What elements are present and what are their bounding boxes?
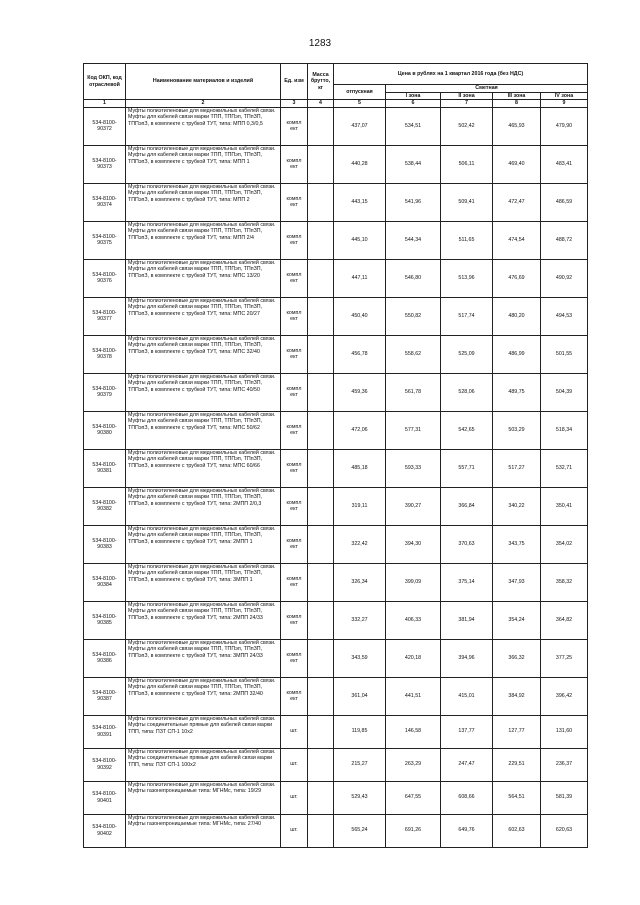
table-row: [84, 487, 588, 525]
price-zone4: 377,25: [541, 639, 588, 677]
price-zone3: 343,75: [493, 525, 541, 563]
price-zone3: 476,69: [493, 259, 541, 297]
price-zone4: 479,90: [541, 107, 588, 145]
price-release: 472,06: [334, 411, 386, 449]
unit: компл ект: [281, 601, 308, 639]
price-zone3: 480,20: [493, 297, 541, 335]
price-zone3: 503,29: [493, 411, 541, 449]
table-row: [84, 145, 588, 183]
price-release: 326,34: [334, 563, 386, 601]
price-zone4: 494,53: [541, 297, 588, 335]
price-zone2: 525,09: [441, 335, 493, 373]
product-code: 534-8100-90382: [84, 487, 126, 525]
price-zone4: 532,71: [541, 449, 588, 487]
mass: [308, 715, 334, 748]
price-release: 485,18: [334, 449, 386, 487]
price-zone1: 420,18: [386, 639, 441, 677]
unit: компл ект: [281, 677, 308, 715]
price-zone1: 399,09: [386, 563, 441, 601]
price-zone1: 561,78: [386, 373, 441, 411]
product-code: 534-8100-90376: [84, 259, 126, 297]
mass: [308, 639, 334, 677]
price-zone1: 534,51: [386, 107, 441, 145]
price-zone2: 509,41: [441, 183, 493, 221]
table-row: [84, 335, 588, 373]
price-zone1: 647,55: [386, 781, 441, 814]
price-zone3: 474,54: [493, 221, 541, 259]
product-code: 534-8100-90392: [84, 748, 126, 781]
price-release: 456,78: [334, 335, 386, 373]
mass: [308, 335, 334, 373]
product-code: 534-8100-90391: [84, 715, 126, 748]
price-zone3: 489,75: [493, 373, 541, 411]
product-name: Муфты полиэтиленовые для медножильных кабелей связи. Муфты для кабелей связи марки ТПП, ТППэп, ТПпЗП, ТППэпЗ, в комплекте с трубкой ТУТ, типа: МПП 2: [126, 183, 281, 221]
price-zone4: 581,39: [541, 781, 588, 814]
table-row: [84, 525, 588, 563]
unit: компл ект: [281, 183, 308, 221]
header-code: Код ОКП, код отраслевой: [84, 64, 126, 100]
price-zone2: 557,71: [441, 449, 493, 487]
table-row: [84, 563, 588, 601]
price-zone2: 394,96: [441, 639, 493, 677]
price-zone1: 146,58: [386, 715, 441, 748]
price-zone2: 542,65: [441, 411, 493, 449]
price-zone2: 513,96: [441, 259, 493, 297]
price-zone2: 381,94: [441, 601, 493, 639]
table-row: [84, 781, 588, 814]
mass: [308, 814, 334, 847]
product-code: 534-8100-90386: [84, 639, 126, 677]
column-number-row: [84, 100, 588, 108]
price-zone2: 366,84: [441, 487, 493, 525]
product-name: Муфты полиэтиленовые для медножильных кабелей связи. Муфты для кабелей связи марки ТПП, ТППэп, ТПпЗП, ТППэпЗ, в комплекте с трубкой ТУТ, типа: 2МПП 32/40: [126, 677, 281, 715]
price-zone2: 375,14: [441, 563, 493, 601]
price-zone2: 649,76: [441, 814, 493, 847]
price-zone4: 236,37: [541, 748, 588, 781]
table-row: [84, 411, 588, 449]
mass: [308, 563, 334, 601]
price-zone3: 340,22: [493, 487, 541, 525]
price-zone4: 486,59: [541, 183, 588, 221]
price-zone1: 390,27: [386, 487, 441, 525]
column-number: 7: [441, 100, 493, 108]
header-unit: Ед. изм: [281, 64, 308, 100]
price-release: 332,27: [334, 601, 386, 639]
unit: компл ект: [281, 411, 308, 449]
unit: шт.: [281, 814, 308, 847]
page-number: 1283: [308, 38, 332, 49]
product-name: Муфты полиэтиленовые для медножильных кабелей связи. Муфты для кабелей связи марки ТПП, ТППэп, ТПпЗП, ТППэпЗ, в комплекте с трубкой ТУТ, типа: 2МПП 1: [126, 525, 281, 563]
product-name: Муфты полиэтиленовые для медножильных кабелей связи. Муфты для кабелей связи марки ТПП, ТППэп, ТПпЗП, ТППэпЗ, в комплекте с трубкой ТУТ, типа: МПС 50/62: [126, 411, 281, 449]
price-zone2: 511,65: [441, 221, 493, 259]
price-zone4: 483,41: [541, 145, 588, 183]
mass: [308, 145, 334, 183]
price-zone1: 538,44: [386, 145, 441, 183]
price-zone1: 691,26: [386, 814, 441, 847]
price-zone4: 131,60: [541, 715, 588, 748]
price-zone1: 593,33: [386, 449, 441, 487]
price-release: 319,11: [334, 487, 386, 525]
product-code: 534-8100-90380: [84, 411, 126, 449]
table-row: [84, 297, 588, 335]
table-row: [84, 601, 588, 639]
table-row: [84, 814, 588, 847]
price-zone1: 546,80: [386, 259, 441, 297]
price-zone3: 602,63: [493, 814, 541, 847]
column-number: 3: [281, 100, 308, 108]
price-zone3: 347,93: [493, 563, 541, 601]
product-name: Муфты полиэтиленовые для медножильных кабелей связи. Муфты соединительные прямые для кабелей связи марки ТПП, типа: ПЗТ СП-1 10х2: [126, 715, 281, 748]
product-name: Муфты полиэтиленовые для медножильных кабелей связи. Муфты для кабелей связи марки ТПП, ТППэп, ТПпЗП, ТППэпЗ, в комплекте с трубкой ТУТ, типа: 2МПП 2/0,3: [126, 487, 281, 525]
price-zone1: 263,29: [386, 748, 441, 781]
price-zone3: 465,93: [493, 107, 541, 145]
price-release: 437,07: [334, 107, 386, 145]
product-code: 534-8100-90381: [84, 449, 126, 487]
price-release: 447,11: [334, 259, 386, 297]
table-row: [84, 221, 588, 259]
mass: [308, 525, 334, 563]
price-zone4: 358,32: [541, 563, 588, 601]
mass: [308, 487, 334, 525]
product-code: 534-8100-90378: [84, 335, 126, 373]
unit: компл ект: [281, 145, 308, 183]
price-release: 459,36: [334, 373, 386, 411]
table-row: [84, 639, 588, 677]
unit: шт.: [281, 748, 308, 781]
product-name: Муфты полиэтиленовые для медножильных кабелей связи. Муфты для кабелей связи марки ТПП, ТППэп, ТПпЗП, ТППэпЗ, в комплекте с трубкой ТУТ, типа: 2МПП 24/33: [126, 601, 281, 639]
price-zone1: 558,62: [386, 335, 441, 373]
price-release: 445,10: [334, 221, 386, 259]
product-name: Муфты полиэтиленовые для медножильных кабелей связи. Муфты для кабелей связи марки ТПП, ТППэп, ТПпЗП, ТППэпЗ, в комплекте с трубкой ТУТ, типа: МПС 32/40: [126, 335, 281, 373]
unit: компл ект: [281, 297, 308, 335]
mass: [308, 221, 334, 259]
product-code: 534-8100-90372: [84, 107, 126, 145]
price-zone3: 517,27: [493, 449, 541, 487]
product-name: Муфты полиэтиленовые для медножильных кабелей связи. Муфты для кабелей связи марки ТПП, ТППэп, ТПпЗП, ТППэпЗ, в комплекте с трубкой ТУТ, типа: МПП 2/4: [126, 221, 281, 259]
header-release: отпускная: [334, 85, 386, 100]
table-body: [84, 107, 588, 847]
price-zone4: 504,39: [541, 373, 588, 411]
product-code: 534-8100-90401: [84, 781, 126, 814]
unit: компл ект: [281, 639, 308, 677]
unit: компл ект: [281, 525, 308, 563]
product-code: 534-8100-90375: [84, 221, 126, 259]
table-row: [84, 748, 588, 781]
product-code: 534-8100-90377: [84, 297, 126, 335]
price-zone2: 608,66: [441, 781, 493, 814]
mass: [308, 677, 334, 715]
price-zone1: 544,34: [386, 221, 441, 259]
table-row: [84, 259, 588, 297]
product-name: Муфты полиэтиленовые для медножильных кабелей связи. Муфты для кабелей связи марки ТПП, ТППэп, ТПпЗП, ТППэпЗ, в комплекте с трубкой ТУТ, типа: МПП 1: [126, 145, 281, 183]
mass: [308, 373, 334, 411]
unit: компл ект: [281, 259, 308, 297]
unit: шт.: [281, 715, 308, 748]
price-release: 361,04: [334, 677, 386, 715]
price-release: 343,59: [334, 639, 386, 677]
product-name: Муфты полиэтиленовые для медножильных кабелей связи. Муфты для кабелей связи марки ТПП, ТППэп, ТПпЗП, ТППэпЗ, в комплекте с трубкой ТУТ, типа: 3МПП 24/33: [126, 639, 281, 677]
header-mass: Масса брутто, кг: [308, 64, 334, 100]
price-zone4: 364,82: [541, 601, 588, 639]
column-number: 5: [334, 100, 386, 108]
header-zone2: II зона: [441, 92, 493, 100]
price-zone1: 541,96: [386, 183, 441, 221]
column-number: 2: [126, 100, 281, 108]
product-code: 534-8100-90373: [84, 145, 126, 183]
header-zone3: III зона: [493, 92, 541, 100]
header-name: Наименование материалов и изделий: [126, 64, 281, 100]
product-name: Муфты полиэтиленовые для медножильных кабелей связи. Муфты для кабелей связи марки ТПП, ТППэп, ТПпЗП, ТППэпЗ, в комплекте с трубкой ТУТ, типа: 3МПП 1: [126, 563, 281, 601]
price-release: 565,24: [334, 814, 386, 847]
table-row: [84, 449, 588, 487]
unit: шт.: [281, 781, 308, 814]
price-zone3: 486,99: [493, 335, 541, 373]
price-zone4: 620,63: [541, 814, 588, 847]
column-number: 4: [308, 100, 334, 108]
price-zone1: 441,51: [386, 677, 441, 715]
table-row: [84, 373, 588, 411]
product-name: Муфты полиэтиленовые для медножильных кабелей связи. Муфты соединительные прямые для кабелей связи марки ТПП, типа: ПЗТ СП-1 100х2: [126, 748, 281, 781]
price-zone4: 350,41: [541, 487, 588, 525]
price-release: 443,15: [334, 183, 386, 221]
price-zone4: 518,34: [541, 411, 588, 449]
price-zone3: 472,47: [493, 183, 541, 221]
table-row: [84, 715, 588, 748]
price-zone2: 415,01: [441, 677, 493, 715]
product-name: Муфты полиэтиленовые для медножильных кабелей связи. Муфты для кабелей связи марки ТПП, ТППэп, ТПпЗП, ТППэпЗ, в комплекте с трубкой ТУТ, типа: МПС 20/27: [126, 297, 281, 335]
price-zone2: 370,63: [441, 525, 493, 563]
unit: компл ект: [281, 563, 308, 601]
header-zone4: IV зона: [541, 92, 588, 100]
price-zone1: 550,82: [386, 297, 441, 335]
price-release: 119,85: [334, 715, 386, 748]
unit: компл ект: [281, 487, 308, 525]
column-number: 8: [493, 100, 541, 108]
price-zone1: 577,31: [386, 411, 441, 449]
price-zone4: 501,55: [541, 335, 588, 373]
unit: компл ект: [281, 221, 308, 259]
price-zone3: 469,40: [493, 145, 541, 183]
mass: [308, 411, 334, 449]
unit: компл ект: [281, 107, 308, 145]
product-name: Муфты полиэтиленовые для медножильных кабелей связи. Муфты для кабелей связи марки ТПП, ТППэп, ТПпЗП, ТППэпЗ, в комплекте с трубкой ТУТ, типа: МПП 0,3/0,5: [126, 107, 281, 145]
mass: [308, 107, 334, 145]
column-number: 9: [541, 100, 588, 108]
unit: компл ект: [281, 335, 308, 373]
price-release: 440,28: [334, 145, 386, 183]
price-zone2: 137,77: [441, 715, 493, 748]
price-zone4: 488,72: [541, 221, 588, 259]
product-name: Муфты полиэтиленовые для медножильных кабелей связи. Муфты газонепроницаемые типа: МГНМс, типа: 27/40: [126, 814, 281, 847]
product-code: 534-8100-90384: [84, 563, 126, 601]
price-release: 450,40: [334, 297, 386, 335]
column-number: 1: [84, 100, 126, 108]
price-zone2: 506,11: [441, 145, 493, 183]
product-name: Муфты полиэтиленовые для медножильных кабелей связи. Муфты для кабелей связи марки ТПП, ТППэп, ТПпЗП, ТППэпЗ, в комплекте с трубкой ТУТ, типа: МПС 60/66: [126, 449, 281, 487]
mass: [308, 259, 334, 297]
product-code: 534-8100-90374: [84, 183, 126, 221]
product-name: Муфты полиэтиленовые для медножильных кабелей связи. Муфты для кабелей связи марки ТПП, ТППэп, ТПпЗП, ТППэпЗ, в комплекте с трубкой ТУТ, типа: МПС 13/20: [126, 259, 281, 297]
table-row: [84, 677, 588, 715]
mass: [308, 748, 334, 781]
price-zone3: 354,24: [493, 601, 541, 639]
price-zone3: 127,77: [493, 715, 541, 748]
mass: [308, 781, 334, 814]
price-zone2: 247,47: [441, 748, 493, 781]
product-code: 534-8100-90387: [84, 677, 126, 715]
mass: [308, 449, 334, 487]
product-code: 534-8100-90383: [84, 525, 126, 563]
table-row: [84, 183, 588, 221]
header-price-title: Цена в рублях на 1 квартал 2016 года (без НДС): [334, 64, 588, 85]
price-zone1: 394,30: [386, 525, 441, 563]
product-code: 534-8100-90385: [84, 601, 126, 639]
mass: [308, 183, 334, 221]
price-zone3: 384,92: [493, 677, 541, 715]
table-row: [84, 107, 588, 145]
mass: [308, 297, 334, 335]
price-zone3: 366,32: [493, 639, 541, 677]
product-code: 534-8100-90402: [84, 814, 126, 847]
price-zone2: 502,42: [441, 107, 493, 145]
price-zone2: 528,06: [441, 373, 493, 411]
product-code: 534-8100-90379: [84, 373, 126, 411]
product-name: Муфты полиэтиленовые для медножильных кабелей связи. Муфты газонепроницаемые типа: МГНМс, типа: 19/29: [126, 781, 281, 814]
header-zone1: I зона: [386, 92, 441, 100]
product-name: Муфты полиэтиленовые для медножильных кабелей связи. Муфты для кабелей связи марки ТПП, ТППэп, ТПпЗП, ТППэпЗ, в комплекте с трубкой ТУТ, типа: МПС 40/50: [126, 373, 281, 411]
price-release: 322,42: [334, 525, 386, 563]
mass: [308, 601, 334, 639]
price-table: [83, 63, 588, 848]
price-zone2: 517,74: [441, 297, 493, 335]
price-zone4: 354,02: [541, 525, 588, 563]
price-zone1: 406,33: [386, 601, 441, 639]
price-zone3: 564,51: [493, 781, 541, 814]
price-zone4: 490,92: [541, 259, 588, 297]
unit: компл ект: [281, 449, 308, 487]
price-zone4: 396,42: [541, 677, 588, 715]
unit: компл ект: [281, 373, 308, 411]
header-estimated: Сметная: [386, 85, 588, 93]
column-number: 6: [386, 100, 441, 108]
price-release: 529,43: [334, 781, 386, 814]
price-release: 215,27: [334, 748, 386, 781]
price-zone3: 229,51: [493, 748, 541, 781]
